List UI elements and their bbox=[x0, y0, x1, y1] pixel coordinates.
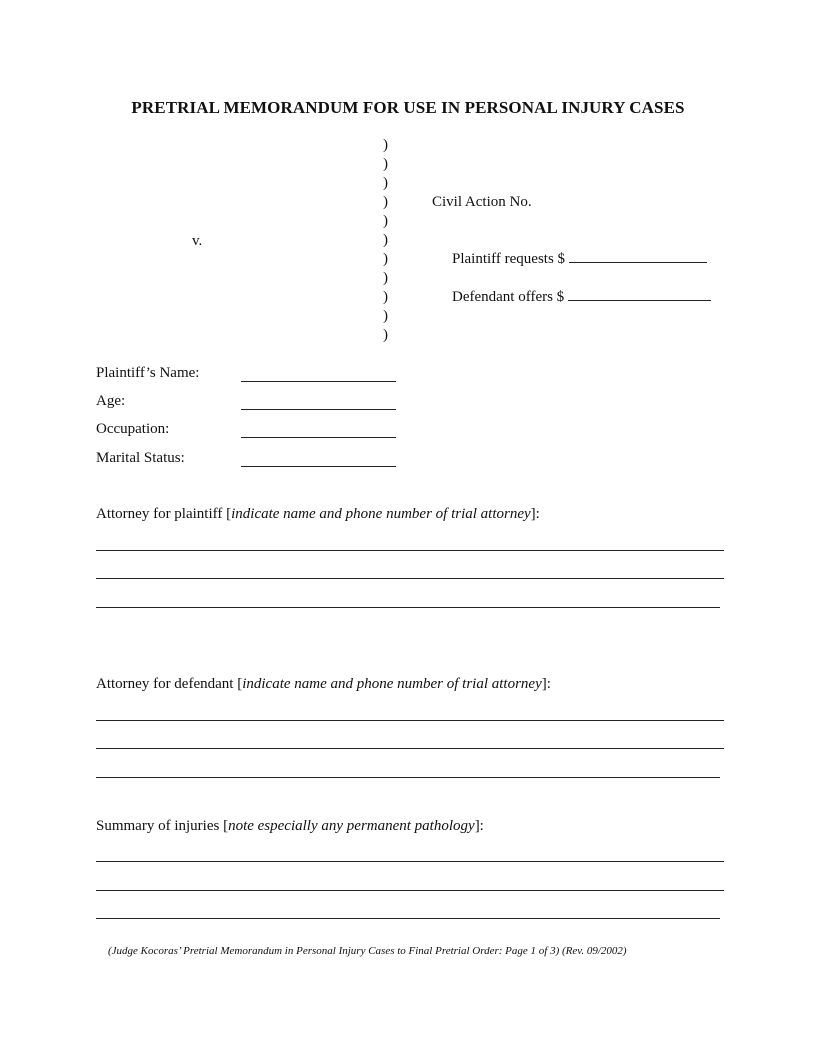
document-title: PRETRIAL MEMORANDUM FOR USE IN PERSONAL INJURY CASES bbox=[131, 98, 685, 117]
injuries-close: ]: bbox=[474, 818, 484, 834]
caption-paren: ) bbox=[383, 137, 388, 153]
plaintiff-name-field[interactable] bbox=[241, 381, 396, 382]
age-field[interactable] bbox=[241, 409, 396, 410]
age-label: Age: bbox=[96, 393, 126, 409]
attorney-plaintiff-line[interactable] bbox=[96, 607, 720, 608]
attorney-plaintiff-note: indicate name and phone number of trial attorney bbox=[231, 506, 531, 522]
attorney-plaintiff-heading bbox=[96, 506, 540, 523]
injuries-line[interactable] bbox=[96, 890, 724, 891]
caption-paren: ) bbox=[383, 270, 388, 286]
attorney-plaintiff-label: Attorney for plaintiff [ bbox=[96, 506, 232, 522]
attorney-defendant-heading bbox=[96, 676, 551, 693]
civil-action-label: Civil Action No. bbox=[432, 194, 532, 210]
attorney-defendant-close: ]: bbox=[541, 676, 551, 692]
attorney-plaintiff-close: ]: bbox=[530, 506, 540, 522]
caption-paren: ) bbox=[383, 175, 388, 191]
injuries-label: Summary of injuries [ bbox=[96, 818, 229, 834]
caption-paren: ) bbox=[383, 232, 388, 248]
injuries-note: note especially any permanent pathology bbox=[228, 818, 475, 834]
plaintiff-requests-field[interactable] bbox=[569, 261, 707, 263]
attorney-defendant-note: indicate name and phone number of trial attorney bbox=[242, 676, 542, 692]
plaintiff-name-label: Plaintiff’s Name: bbox=[96, 365, 200, 381]
defendant-offers-field[interactable] bbox=[568, 299, 711, 301]
injuries-line[interactable] bbox=[96, 918, 720, 919]
page-footer: (Judge Kocoras’ Pretrial Memorandum in Personal Injury Cases to Final Pretrial Order: Page 1 of 3) (Rev. 09/2002) bbox=[108, 945, 627, 957]
occupation-label: Occupation: bbox=[96, 421, 170, 437]
caption-paren: ) bbox=[383, 213, 388, 229]
defendant-offers-label: Defendant offers $ bbox=[452, 289, 565, 305]
plaintiff-requests-row bbox=[452, 251, 707, 268]
caption-paren: ) bbox=[383, 308, 388, 324]
versus-label: v. bbox=[192, 233, 203, 249]
attorney-defendant-line[interactable] bbox=[96, 777, 720, 778]
caption-paren: ) bbox=[383, 194, 388, 210]
caption-paren: ) bbox=[383, 327, 388, 343]
occupation-field[interactable] bbox=[241, 437, 396, 438]
caption-paren: ) bbox=[383, 289, 388, 305]
attorney-defendant-line[interactable] bbox=[96, 720, 724, 721]
marital-status-label: Marital Status: bbox=[96, 450, 185, 466]
injuries-line[interactable] bbox=[96, 861, 724, 862]
injuries-heading bbox=[96, 818, 484, 835]
attorney-plaintiff-line[interactable] bbox=[96, 578, 724, 579]
marital-status-field[interactable] bbox=[241, 466, 396, 467]
plaintiff-requests-label: Plaintiff requests $ bbox=[452, 251, 566, 267]
attorney-plaintiff-line[interactable] bbox=[96, 550, 724, 551]
defendant-offers-row bbox=[452, 289, 711, 306]
caption-paren: ) bbox=[383, 251, 388, 267]
attorney-defendant-label: Attorney for defendant [ bbox=[96, 676, 243, 692]
caption-paren: ) bbox=[383, 156, 388, 172]
attorney-defendant-line[interactable] bbox=[96, 748, 724, 749]
